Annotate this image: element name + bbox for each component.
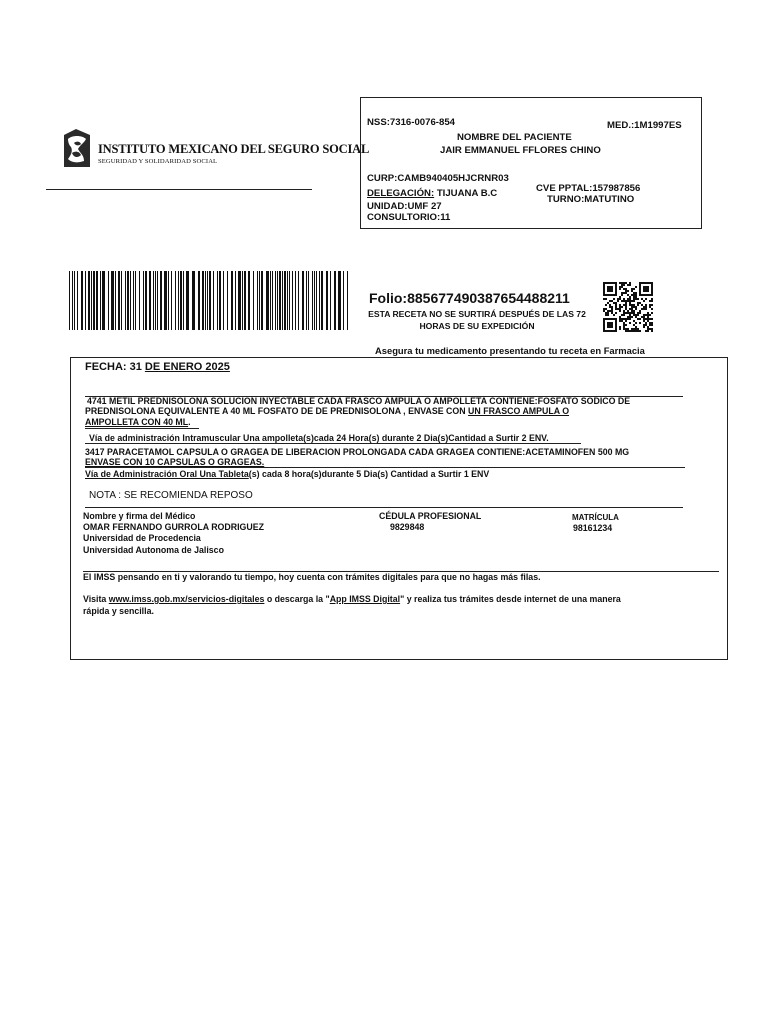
med2-rule <box>85 467 685 468</box>
footer-line2 <box>83 594 621 604</box>
university: Universidad Autonoma de Jalisco <box>83 545 224 555</box>
patient-name-label: NOMBRE DEL PACIENTE <box>457 132 572 143</box>
footer-end: " y realiza tus trámites desde internet de una manera <box>400 594 621 604</box>
institute-name: INSTITUTO MEXICANO DEL SEGURO SOCIAL <box>98 142 370 156</box>
med1-sub-rule <box>85 428 199 429</box>
curp: CURP:CAMB940405HJCRNR03 <box>367 173 509 184</box>
fecha <box>85 361 230 373</box>
med2-admin <box>85 469 489 479</box>
fecha-label: FECHA: 31 <box>85 361 145 373</box>
qr-code-image <box>603 282 653 332</box>
folio-note-line2: HORAS DE SU EXPEDICIÓN <box>419 321 535 331</box>
doctor-name: OMAR FERNANDO GURROLA RODRIGUEZ <box>83 522 264 532</box>
med2-line1: 3417 PARACETAMOL CAPSULA O GRAGEA DE LIBERACION PROLONGADA CADA GRAGEA CONTIENE:ACETAMINOFEN 500 MG <box>85 447 630 457</box>
app-imss-digital-link[interactable]: App IMSS Digital <box>329 594 401 604</box>
patient-info-box <box>360 97 702 229</box>
med2-admin-underlined: Vía de Administración Oral Una Tableta <box>85 469 249 479</box>
med2-line2: ENVASE CON 10 CAPSULAS O GRAGEAS. <box>85 457 265 467</box>
matricula-label: MATRÍCULA <box>572 513 619 522</box>
footer-line1: El IMSS pensando en ti y valorando tu tiempo, hoy cuenta con trámites digitales para que no hagas más filas. <box>83 572 541 582</box>
cedula: 9829848 <box>390 522 425 532</box>
delegacion-label: DELEGACIÓN: <box>367 188 435 199</box>
cedula-label: CÉDULA PROFESIONAL <box>379 511 482 521</box>
fecha-value: DE ENERO 2025 <box>144 361 230 373</box>
doctor-label: Nombre y firma del Médico <box>83 511 196 521</box>
university-label: Universidad de Procedencia <box>83 533 201 543</box>
med-code: MED.:1M1997ES <box>607 120 682 131</box>
delegacion-value: TIJUANA B.C <box>434 188 498 199</box>
unidad: UNIDAD:UMF 27 <box>367 201 442 212</box>
med1-line3 <box>85 417 191 427</box>
med1-line3-tail: . <box>188 417 191 427</box>
med1-line3-underlined: AMPOLLETA CON 40 ML <box>85 417 189 427</box>
imss-eagle-logo-icon <box>62 127 92 169</box>
med1-line2-underlined: UN FRASCO AMPULA O <box>468 406 570 416</box>
turno: TURNO:MATUTINO <box>547 194 635 205</box>
matricula: 98161234 <box>573 523 613 533</box>
med2-admin-text: (s) cada 8 hora(s)durante 5 Dia(s) Cantidad a Surtir 1 ENV <box>248 469 490 479</box>
footer-line3: rápida y sencilla. <box>83 606 154 616</box>
footer-mid: o descarga la " <box>264 594 330 604</box>
institute-tagline: SEGURIDAD Y SOLIDARIDAD SOCIAL <box>98 158 218 165</box>
med1-admin-rule <box>85 443 581 444</box>
folio-expiry-note <box>357 308 597 332</box>
nota: NOTA : SE RECOMIENDA REPOSO <box>89 490 253 501</box>
delegacion <box>367 188 497 199</box>
cve-pptal: CVE PPTAL:157987856 <box>536 183 641 194</box>
farmacia-notice: Asegura tu medicamento presentando tu receta en Farmacia <box>375 345 645 356</box>
med1-line1: 4741 METIL PREDNISOLONA SOLUCION INYECTABLE CADA FRASCO AMPULA O AMPOLLETA CONTIENE:FOSFATO SODICO DE <box>87 396 631 406</box>
consultorio: CONSULTORIO:11 <box>367 212 451 223</box>
folio-note-line1: ESTA RECETA NO SE SURTIRÁ DESPUÉS DE LAS 72 <box>368 309 586 319</box>
doctor-top-rule <box>85 507 683 508</box>
prescription-box <box>70 357 728 660</box>
med1-admin: Vía de administración Intramuscular Una ampolleta(s)cada 24 Hora(s) durante 2 Dia(s)Cantidad a Surtir 2 ENV. <box>89 433 549 443</box>
barcode-image <box>69 271 348 330</box>
patient-name: JAIR EMMANUEL FFLORES CHINO <box>440 145 601 156</box>
imss-logo <box>62 127 370 172</box>
folio-number: Folio:885677490387654488211 <box>369 290 570 306</box>
nss: NSS:7316-0076-854 <box>367 117 456 128</box>
med1-line2 <box>85 406 569 416</box>
imss-digital-link[interactable]: www.imss.gob.mx/servicios-digitales <box>108 594 265 604</box>
signature-line <box>46 189 312 190</box>
footer-visita: Visita <box>83 594 109 604</box>
med1-line2-text: PREDNISOLONA EQUIVALENTE A 40 ML FOSFATO DE DE PREDNISOLONA , ENVASE CON <box>85 406 469 416</box>
